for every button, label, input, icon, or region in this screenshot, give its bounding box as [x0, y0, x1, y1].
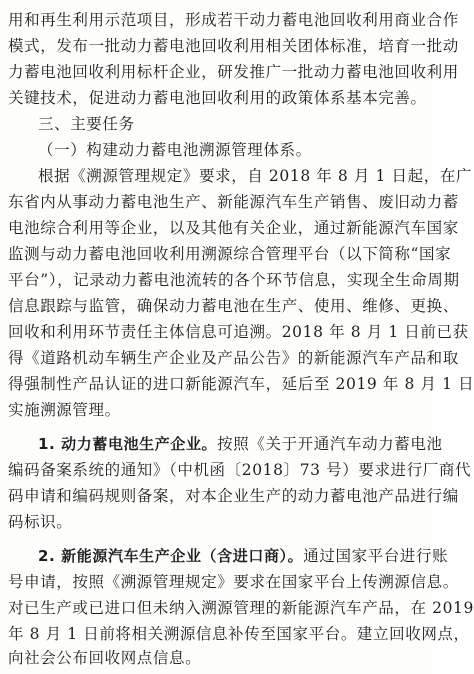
- text-segment: 码标识。: [8, 513, 73, 531]
- text-segment: 关键技术，促进动力蓄电池回收利用的政策体系基本完善。: [8, 89, 427, 107]
- text-segment: 模式，发布一批动力蓄电池回收利用相关团体标准，培育一批动: [8, 37, 459, 55]
- item-title: 1. 动力蓄电池生产企业。: [38, 435, 218, 453]
- text-line: [8, 215, 459, 241]
- text-line: [8, 241, 452, 267]
- section-heading: [38, 111, 428, 137]
- text-line: [8, 371, 474, 397]
- text-line: [8, 595, 474, 621]
- text-line: [8, 569, 459, 595]
- text-line: [8, 509, 428, 535]
- item-title: 2. 新能源汽车生产企业（含进口商）。: [38, 547, 304, 565]
- subsection-heading: [38, 137, 428, 163]
- text-line: [8, 293, 459, 319]
- text-segment: 回收和利用环节责任主体信息可追溯。2018 年 8 月 1 日前已获: [8, 323, 469, 341]
- text-line: [8, 483, 459, 509]
- text-segment: 监测与动力蓄电池回收利用溯源综合管理平台（以下简称“国家: [8, 245, 452, 263]
- text-segment: 实施溯源管理。: [8, 401, 121, 419]
- text-segment: 力蓄电池回收利用标杆企业，研发推广一批动力蓄电池回收利用: [8, 63, 459, 81]
- text-segment: 根据《溯源管理规定》要求，自 2018 年 8 月 1 日起，在广: [38, 167, 473, 185]
- text-line: [38, 431, 443, 457]
- text-segment: 向社会公布回收网点信息。: [8, 649, 202, 667]
- text-segment: 编码备案系统的通知》（中机函〔2018〕73 号）要求进行厂商代: [8, 461, 472, 479]
- text-line: [8, 621, 470, 647]
- text-segment: 用和再生利用示范项目，形成若干动力蓄电池回收利用商业合作: [8, 11, 459, 29]
- text-segment: 平台”），记录动力蓄电池流转的各个环节信息，实现全生命周期: [8, 271, 460, 289]
- text-line: [8, 319, 469, 345]
- text-segment: 东省内从事动力蓄电池生产、新能源汽车生产销售、废旧动力蓄: [8, 193, 459, 211]
- text-line: [8, 397, 428, 423]
- text-line: [8, 645, 428, 671]
- text-line: [8, 457, 472, 483]
- text-segment: 得强制性产品认证的进口新能源汽车，延后至 2019 年 8 月 1 日: [8, 375, 474, 393]
- text-segment: 码申请和编码规则备案，对本企业生产的动力蓄电池产品进行编: [8, 487, 459, 505]
- text-segment: 信息跟踪与监管，确保动力蓄电池在生产、使用、维修、更换、: [8, 297, 459, 315]
- text-segment: 电池综合利用等企业，以及其他有关企业，通过新能源汽车国家: [8, 219, 459, 237]
- text-line: [8, 189, 459, 215]
- text-segment: 得《道路机动车辆生产企业及产品公告》的新能源汽车产品和取: [8, 349, 459, 367]
- text-line: [38, 543, 449, 569]
- text-segment: 年 8 月 1 日前将相关溯源信息补传至国家平台。建立回收网点，: [8, 625, 470, 643]
- text-segment: 对已生产或已进口但未纳入溯源管理的新能源汽车产品，在 2019: [8, 599, 474, 617]
- text-segment: 三、主要任务: [38, 115, 135, 133]
- text-line: [8, 59, 459, 85]
- text-line: [8, 7, 459, 33]
- text-segment: 号申请，按照《溯源管理规定》要求在国家平台上传溯源信息。: [8, 573, 459, 591]
- text-line: [38, 163, 473, 189]
- text-line: [8, 345, 459, 371]
- text-segment: 按照《关于开通汽车动力蓄电池: [217, 435, 443, 453]
- text-line: [8, 33, 459, 59]
- text-segment: （一）构建动力蓄电池溯源管理体系。: [38, 141, 312, 159]
- text-line: [8, 85, 428, 111]
- text-segment: 通过国家平台进行账: [303, 547, 449, 565]
- text-line: [8, 267, 460, 293]
